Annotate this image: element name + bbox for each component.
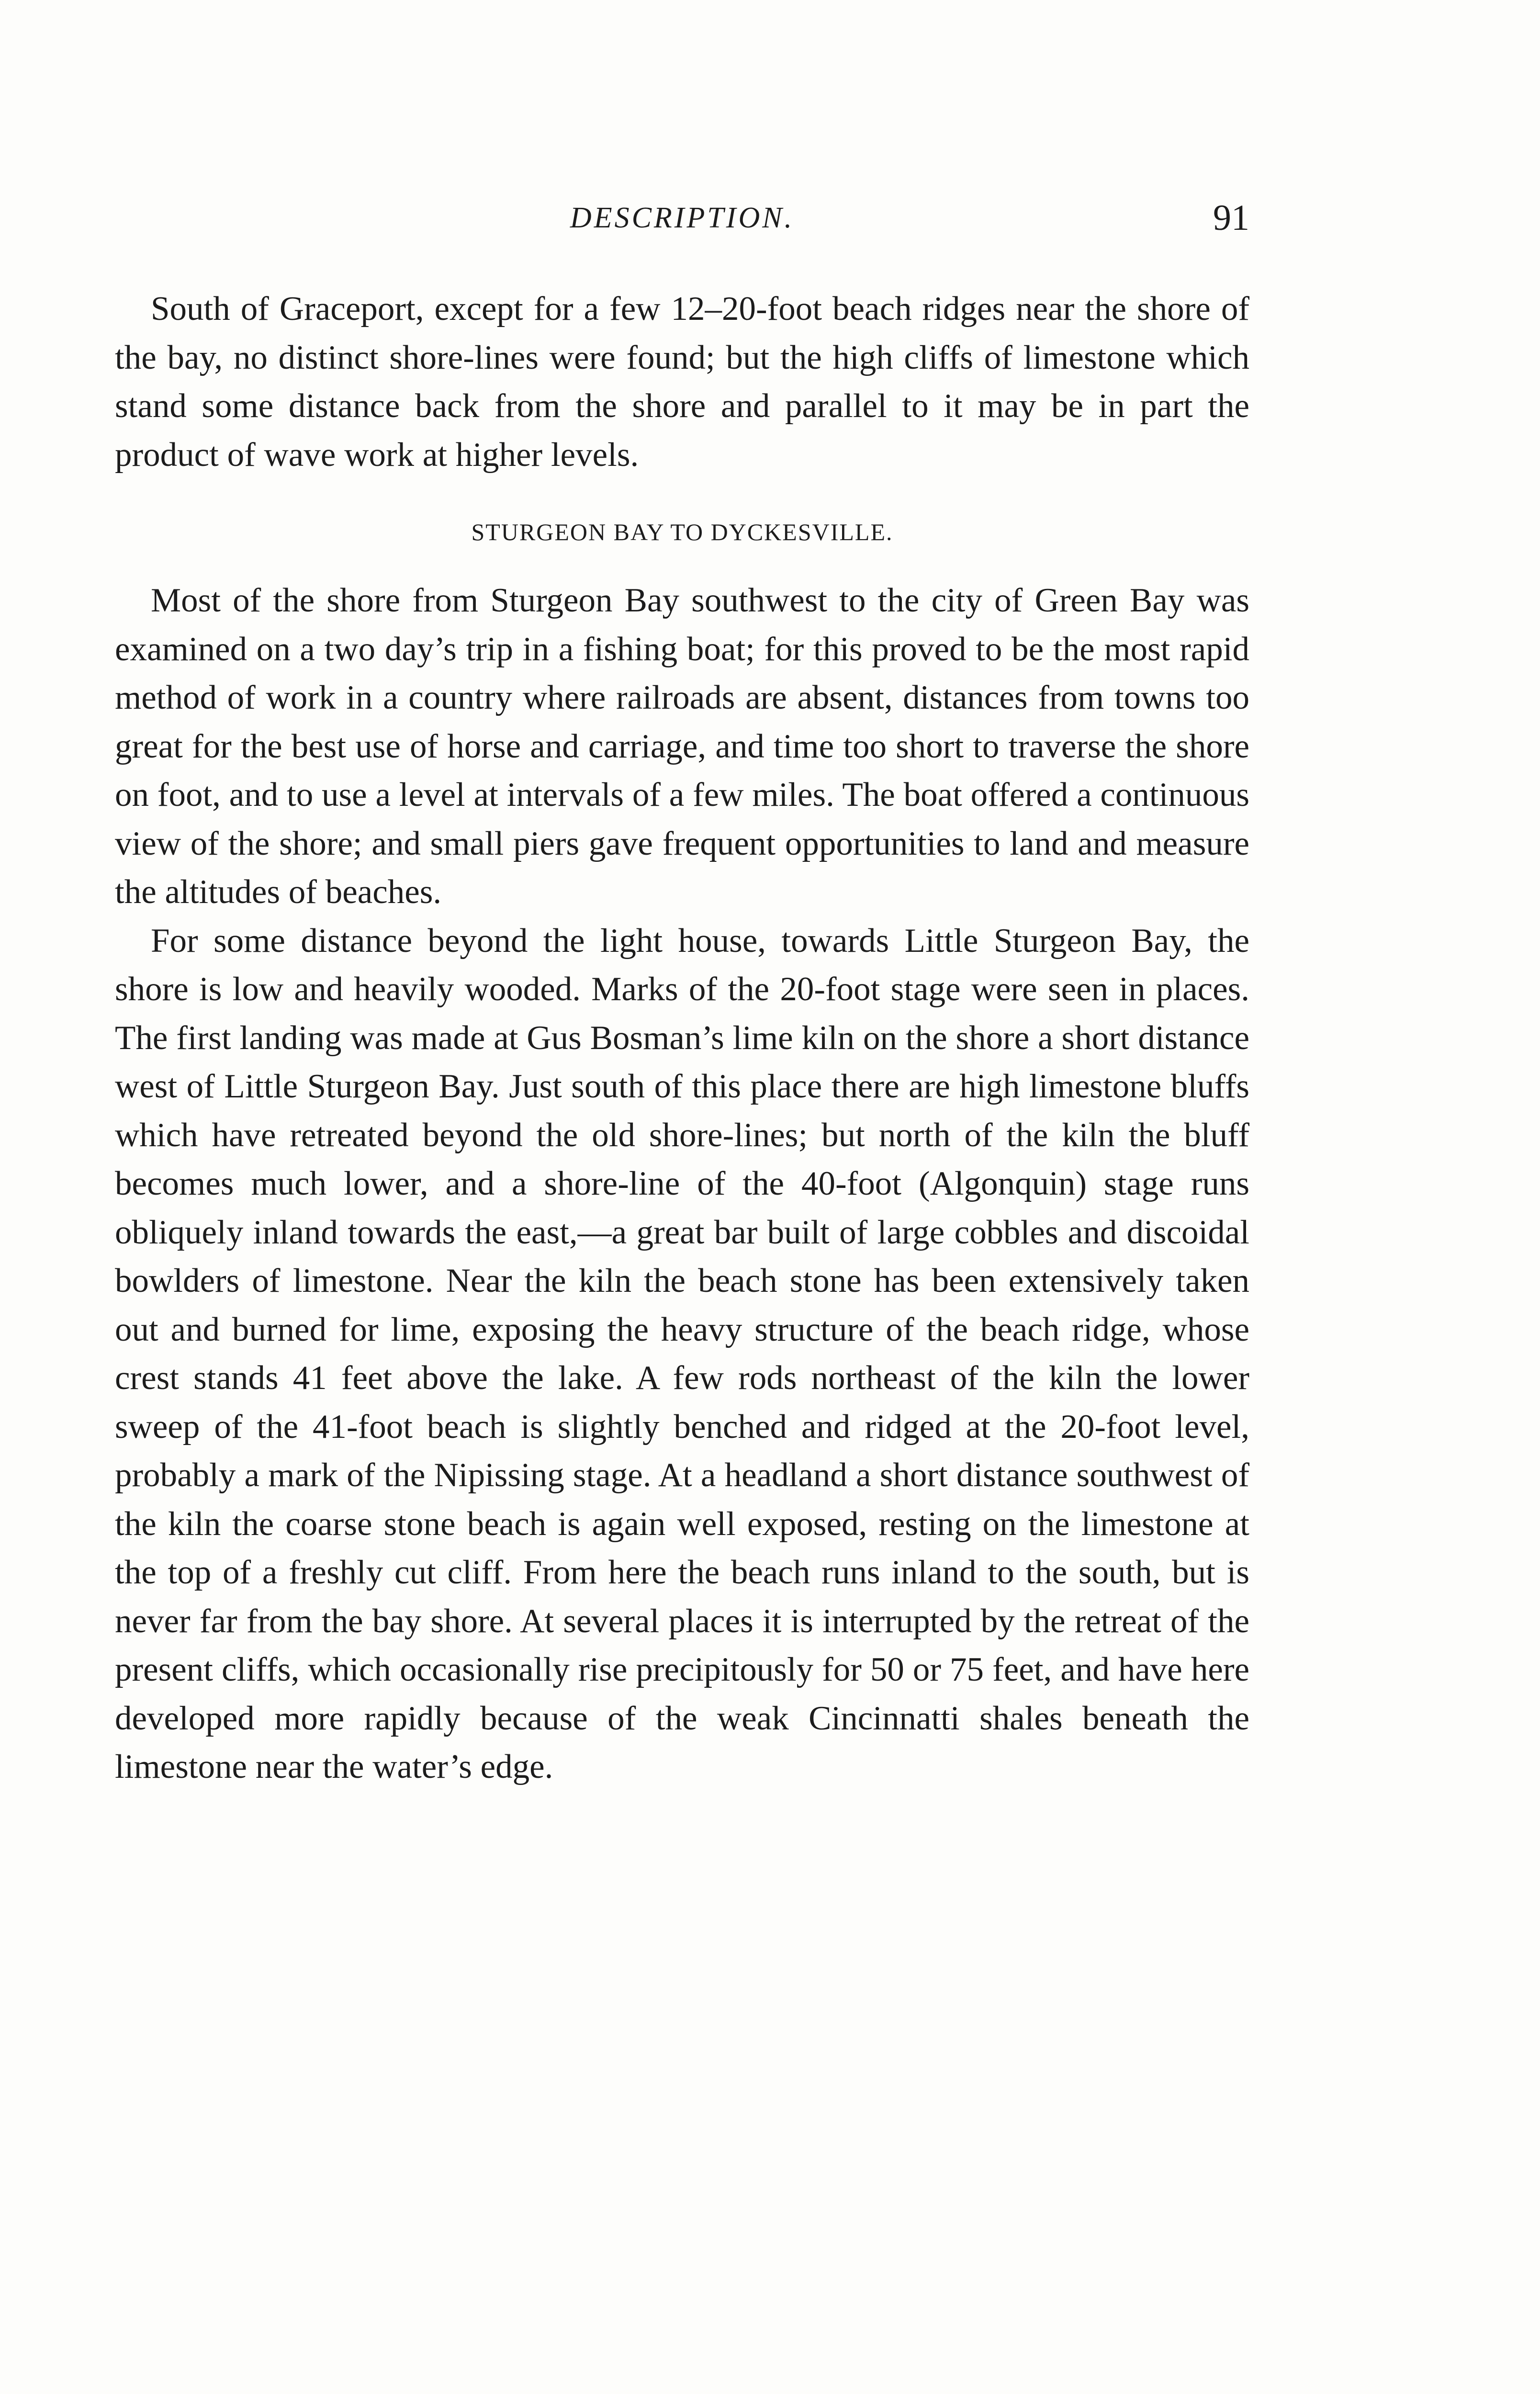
section-heading: STURGEON BAY TO DYCKESVILLE. (471, 519, 893, 545)
page-number: 91 (1213, 198, 1249, 238)
paragraph-fishing-boat-trip: Most of the shore from Sturgeon Bay southwest to the city of Green Bay was examined on a two day’s trip in a fishing boat; for this proved to be the most rapid method of work in a country where railroads are absent, distances from towns too great for the best use of horse and carriage, and time too short to traverse the shore on foot, and to use a level at intervals of a few miles. The boat offered a continuous view of the shore; and small piers gave frequent opportunities to land and measure the altitudes of beaches. (115, 582, 1249, 911)
paragraph-graceport: South of Graceport, except for a few 12–20-foot beach ridges near the shore of the bay, no distinct shore-lines were found; but the high cliffs of limestone which stand some distance back from the shore and parallel to it may be in part the product of wave work at higher levels. (115, 290, 1249, 474)
paragraph-little-sturgeon-bay: For some distance beyond the light house, towards Little Sturgeon Bay, the shore is low and heavily wooded. Marks of the 20-foot stage were seen in places. The first landing was made at Gus Bosman’s lime kiln on the shore a short distance west of Little Sturgeon Bay. Just south of this place there are high limestone bluffs which have retreated beyond the old shore-lines; but north of the kiln the bluff becomes much lower, and a shore-line of the 40-foot (Algonquin) stage runs obliquely inland towards the east,—a great bar built of large cobbles and discoidal bowlders of limestone. Near the kiln the beach stone has been extensively taken out and burned for lime, exposing the heavy structure of the beach ridge, whose crest stands 41 feet above the lake. A few rods northeast of the kiln the lower sweep of the 41-foot beach is slightly benched and ridged at the 20-foot level, probably a mark of the Nipissing stage. At a headland a short distance southwest of the kiln the coarse stone beach is again well exposed, resting on the limestone at the top of a freshly cut cliff. From here the beach runs inland to the south, but is never far from the bay shore. At several places it is interrupted by the retreat of the present cliffs, which occasionally rise precipitously for 50 or 75 feet, and have here developed more rapidly because of the weak Cincinnatti shales beneath the limestone near the water’s edge. (115, 922, 1249, 1785)
body-text (115, 285, 1249, 1792)
running-title: DESCRIPTION. (570, 202, 795, 234)
running-head (115, 192, 1249, 249)
